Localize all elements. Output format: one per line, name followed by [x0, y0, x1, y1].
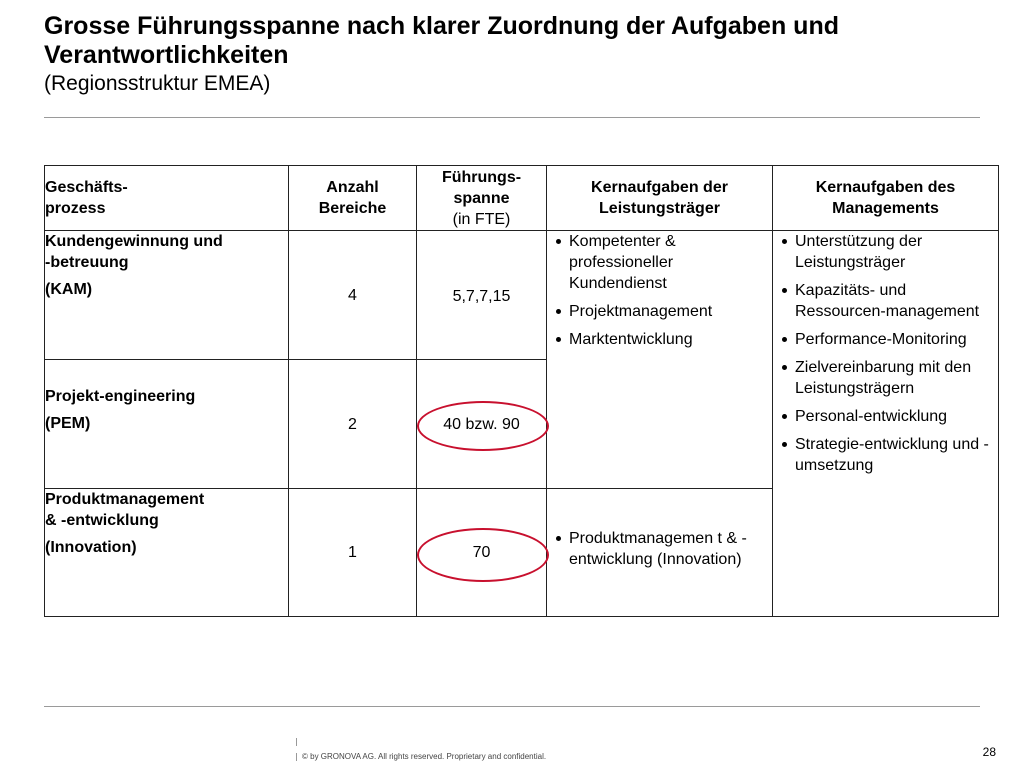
page-title: Grosse Führungsspanne nach klarer Zuordnung der Aufgaben und Verantwortlichkeiten [44, 12, 839, 69]
list-item: Zielvereinbarung mit den Leistungsträgern [773, 357, 998, 399]
core-tasks-list [547, 231, 772, 350]
header-core-tasks: Kernaufgaben der Leistungsträger [547, 166, 773, 231]
list-item: Personal-entwicklung [773, 406, 998, 427]
list-item: Performance-Monitoring [773, 329, 998, 350]
count-cell-kam: 4 [289, 231, 417, 360]
header-process: Geschäfts- prozess [45, 166, 289, 231]
highlight-oval-innovation [417, 528, 549, 582]
span-value-pem: 40 bzw. 90 [443, 415, 520, 433]
header-mgmt-tasks: Kernaufgaben des Managements [773, 166, 999, 231]
list-item: Kapazitäts- und Ressourcen-management [773, 280, 998, 322]
copyright-notice: © by GRONOVA AG. All rights reserved. Proprietary and confidential. [302, 752, 547, 761]
title-block [44, 12, 984, 97]
process-cell-innovation: Produktmanagement & -entwicklung (Innovation) [45, 489, 289, 617]
list-item: Projektmanagement [547, 301, 772, 322]
core-tasks-cell-innovation [547, 489, 773, 617]
page-number: 28 [982, 745, 996, 759]
top-divider [44, 117, 980, 118]
core-tasks-cell-shared [547, 231, 773, 489]
table-header-row [45, 166, 999, 231]
mgmt-tasks-cell [773, 231, 999, 617]
process-cell-pem: Projekt-engineering (PEM) [45, 360, 289, 489]
core-tasks-list-innovation [547, 528, 772, 570]
highlight-oval-pem [417, 401, 549, 451]
list-item: Strategie-entwicklung und -umsetzung [773, 434, 998, 476]
footer-separator [296, 738, 297, 746]
count-cell-pem: 2 [289, 360, 417, 489]
span-value-innovation: 70 [472, 544, 491, 561]
list-item: Unterstützung der Leistungsträger [773, 231, 998, 273]
table-row-kam [45, 231, 999, 360]
mgmt-tasks-list [773, 231, 998, 476]
header-count: Anzahl Bereiche [289, 166, 417, 231]
span-cell-kam: 5,7,7,15 [417, 231, 547, 360]
count-cell-innovation: 1 [289, 489, 417, 617]
header-span: Führungs- spanne (in FTE) [417, 166, 547, 231]
list-item: Produktmanagemen t & -entwicklung (Innovation) [547, 528, 772, 570]
page-subtitle: (Regionsstruktur EMEA) [44, 72, 271, 95]
list-item: Marktentwicklung [547, 329, 772, 350]
footer-separator [296, 753, 297, 761]
bottom-divider [44, 706, 980, 707]
process-cell-kam: Kundengewinnung und -betreuung (KAM) [45, 231, 289, 360]
list-item: Kompetenter & professioneller Kundendienst [547, 231, 772, 294]
